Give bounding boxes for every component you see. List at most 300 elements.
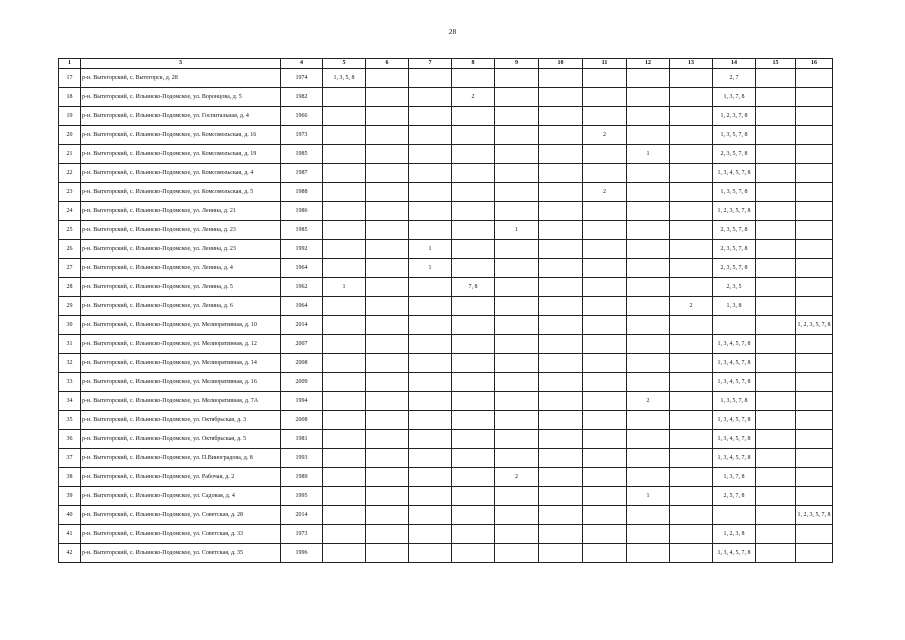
table-cell xyxy=(583,449,627,468)
row-number-cell: 20 xyxy=(59,126,81,145)
table-cell xyxy=(627,449,670,468)
table-cell: 2, 3, 5 xyxy=(713,278,756,297)
table-cell xyxy=(366,354,409,373)
table-cell xyxy=(323,373,366,392)
table-cell xyxy=(796,202,833,221)
table-cell xyxy=(495,373,539,392)
table-row xyxy=(59,164,833,183)
table-cell xyxy=(366,392,409,411)
table-cell xyxy=(583,430,627,449)
table-row xyxy=(59,468,833,487)
table-cell xyxy=(627,164,670,183)
table-cell xyxy=(452,183,495,202)
table-cell: 1, 3, 4, 5, 7, 8 xyxy=(713,373,756,392)
table-row xyxy=(59,487,833,506)
row-number-cell: 18 xyxy=(59,88,81,107)
table-cell xyxy=(756,354,796,373)
table-cell xyxy=(583,107,627,126)
address-cell: р-н. Вытегорский, с. Ильинско-Подомское, ул. Ленина, д. 6 xyxy=(81,297,281,316)
table-cell xyxy=(627,316,670,335)
table-cell xyxy=(713,506,756,525)
table-cell xyxy=(796,525,833,544)
table-cell xyxy=(583,392,627,411)
table-cell xyxy=(670,373,713,392)
table-cell xyxy=(756,392,796,411)
row-number-cell: 39 xyxy=(59,487,81,506)
table-cell xyxy=(409,297,452,316)
table-cell xyxy=(323,411,366,430)
table-cell xyxy=(323,506,366,525)
table-row xyxy=(59,126,833,145)
table-cell xyxy=(583,259,627,278)
table-cell xyxy=(670,88,713,107)
table-cell xyxy=(495,525,539,544)
table-cell: 1, 3, 4, 5, 7, 8 xyxy=(713,449,756,468)
table-cell xyxy=(670,449,713,468)
table-cell xyxy=(366,164,409,183)
row-number-cell: 25 xyxy=(59,221,81,240)
table-cell xyxy=(366,373,409,392)
table-row xyxy=(59,316,833,335)
col-header: 15 xyxy=(756,59,796,69)
address-cell: р-н. Вытегорский, с. Ильинско-Подомское, ул. Советская, д. 33 xyxy=(81,525,281,544)
table-cell xyxy=(539,145,583,164)
table-cell xyxy=(539,430,583,449)
table-cell xyxy=(323,126,366,145)
table-cell: 1993 xyxy=(281,449,323,468)
col-header: 3 xyxy=(81,59,281,69)
table-cell xyxy=(452,411,495,430)
table-cell xyxy=(323,164,366,183)
table-cell xyxy=(452,373,495,392)
table-cell xyxy=(583,468,627,487)
table-cell: 1, 3, 4, 5, 7, 8 xyxy=(713,411,756,430)
table-cell: 1985 xyxy=(281,145,323,164)
table-cell xyxy=(539,468,583,487)
table-cell: 1 xyxy=(627,487,670,506)
table-cell: 1, 3, 5, 7, 8 xyxy=(713,392,756,411)
table-cell xyxy=(452,392,495,411)
table-cell xyxy=(627,525,670,544)
table-row xyxy=(59,107,833,126)
table-cell: 2 xyxy=(583,126,627,145)
address-cell: р-н. Вытегорский, с. Ильинско-Подомское, ул. Ленина, д. 4 xyxy=(81,259,281,278)
address-cell: р-н. Вытегорский, с. Ильинско-Подомское, ул. Октябрьская, д. 5 xyxy=(81,430,281,449)
table-body xyxy=(59,69,833,563)
address-cell: р-н. Вытегорский, с. Ильинско-Подомское, ул. Ленина, д. 21 xyxy=(81,202,281,221)
address-cell: р-н. Вытегорский, с. Ильинско-Подомское, ул. Октябрьская, д. 3 xyxy=(81,411,281,430)
table-cell xyxy=(323,145,366,164)
table-cell: 1, 2, 3, 5, 7, 8 xyxy=(796,316,833,335)
table-cell xyxy=(756,411,796,430)
table-cell: 2, 3, 5, 7, 8 xyxy=(713,240,756,259)
table-cell: 1, 3, 5, 7, 8 xyxy=(713,126,756,145)
table-cell xyxy=(583,544,627,563)
table-cell xyxy=(583,487,627,506)
table-cell: 1988 xyxy=(281,183,323,202)
table-cell xyxy=(583,69,627,88)
table-cell xyxy=(627,544,670,563)
col-header: 8 xyxy=(452,59,495,69)
table-cell xyxy=(627,88,670,107)
table-cell xyxy=(366,316,409,335)
row-number-cell: 24 xyxy=(59,202,81,221)
table-cell xyxy=(796,468,833,487)
table-cell: 1, 2, 3, 5, 7, 8 xyxy=(713,202,756,221)
table-cell xyxy=(670,544,713,563)
row-number-cell: 41 xyxy=(59,525,81,544)
table-cell: 1, 2, 3, 8 xyxy=(713,525,756,544)
table-cell: 1989 xyxy=(281,468,323,487)
table-cell xyxy=(539,411,583,430)
table-cell: 2 xyxy=(583,183,627,202)
table-cell xyxy=(756,88,796,107)
table-row xyxy=(59,221,833,240)
table-cell: 2, 5, 7, 8 xyxy=(713,487,756,506)
table-cell: 2007 xyxy=(281,335,323,354)
table-cell xyxy=(323,487,366,506)
table-cell xyxy=(409,544,452,563)
table-cell xyxy=(366,69,409,88)
table-cell xyxy=(495,107,539,126)
table-cell xyxy=(366,107,409,126)
table-cell xyxy=(583,354,627,373)
table-cell xyxy=(713,316,756,335)
table-cell: 1 xyxy=(495,221,539,240)
col-header: 16 xyxy=(796,59,833,69)
table-cell xyxy=(366,259,409,278)
table-cell xyxy=(495,145,539,164)
table-cell: 1992 xyxy=(281,240,323,259)
address-cell: р-н. Вытегорский, с. Ильинско-Подомское, ул. Комсомольская, д. 16 xyxy=(81,126,281,145)
table-row xyxy=(59,145,833,164)
table-cell xyxy=(756,487,796,506)
table-cell xyxy=(323,430,366,449)
table-cell xyxy=(323,525,366,544)
table-row xyxy=(59,354,833,373)
table-cell xyxy=(583,525,627,544)
table-cell xyxy=(627,221,670,240)
table-cell xyxy=(323,221,366,240)
table-cell xyxy=(452,69,495,88)
table-cell xyxy=(670,221,713,240)
table-cell xyxy=(409,221,452,240)
table-cell xyxy=(495,69,539,88)
table-row xyxy=(59,202,833,221)
table-cell xyxy=(539,259,583,278)
table-cell xyxy=(409,202,452,221)
table-cell xyxy=(627,126,670,145)
table-cell: 2 xyxy=(627,392,670,411)
table-cell: 1973 xyxy=(281,126,323,145)
table-cell xyxy=(583,411,627,430)
table-cell: 2014 xyxy=(281,316,323,335)
table-cell xyxy=(323,354,366,373)
table-cell xyxy=(796,335,833,354)
table-cell xyxy=(583,506,627,525)
table-cell xyxy=(796,107,833,126)
table-cell xyxy=(796,392,833,411)
row-number-cell: 28 xyxy=(59,278,81,297)
row-number-cell: 40 xyxy=(59,506,81,525)
table-cell xyxy=(409,88,452,107)
table-cell: 1, 3, 4, 5, 7, 8 xyxy=(713,354,756,373)
table-cell xyxy=(796,240,833,259)
table-cell xyxy=(452,316,495,335)
table-cell xyxy=(627,468,670,487)
table-cell xyxy=(756,164,796,183)
table-cell xyxy=(495,183,539,202)
table-cell xyxy=(583,335,627,354)
address-cell: р-н. Вытегорский, с. Ильинско-Подомское, ул. Комсомольская, д. 5 xyxy=(81,183,281,202)
table-cell xyxy=(539,487,583,506)
table-cell xyxy=(583,164,627,183)
col-header: 13 xyxy=(670,59,713,69)
table-row xyxy=(59,411,833,430)
table-row xyxy=(59,69,833,88)
table-cell xyxy=(366,525,409,544)
table-cell xyxy=(627,183,670,202)
table-cell xyxy=(583,221,627,240)
table-cell: 2014 xyxy=(281,506,323,525)
table-row xyxy=(59,449,833,468)
row-number-cell: 42 xyxy=(59,544,81,563)
table-row xyxy=(59,525,833,544)
table-cell: 1, 3, 4, 5, 7, 8 xyxy=(713,164,756,183)
table-cell xyxy=(323,449,366,468)
table-cell: 1 xyxy=(409,240,452,259)
table-cell: 1, 2, 3, 5, 7, 8 xyxy=(796,506,833,525)
table-cell xyxy=(756,449,796,468)
table-cell xyxy=(452,544,495,563)
table-cell xyxy=(756,544,796,563)
table-cell xyxy=(409,126,452,145)
table-cell xyxy=(796,259,833,278)
table-cell xyxy=(452,506,495,525)
row-number-cell: 17 xyxy=(59,69,81,88)
table-cell xyxy=(583,145,627,164)
table-cell xyxy=(670,164,713,183)
table-cell xyxy=(539,354,583,373)
table-cell: 2, 3, 5, 7, 8 xyxy=(713,145,756,164)
table-cell xyxy=(627,69,670,88)
table-cell: 1 xyxy=(409,259,452,278)
table-cell xyxy=(670,430,713,449)
table-cell xyxy=(539,202,583,221)
table-cell xyxy=(796,297,833,316)
table-cell: 2 xyxy=(495,468,539,487)
table-cell xyxy=(796,430,833,449)
table-cell xyxy=(539,183,583,202)
table-cell xyxy=(670,468,713,487)
table-cell xyxy=(409,373,452,392)
table-cell xyxy=(495,430,539,449)
table-cell xyxy=(366,449,409,468)
table-cell xyxy=(627,373,670,392)
table-cell xyxy=(670,278,713,297)
table-cell xyxy=(627,278,670,297)
table-cell xyxy=(539,278,583,297)
table-cell: 1995 xyxy=(281,487,323,506)
row-number-cell: 35 xyxy=(59,411,81,430)
table-cell xyxy=(452,297,495,316)
address-cell: р-н. Вытегорский, с. Ильинско-Подомское, ул. Советская, д. 28 xyxy=(81,506,281,525)
address-cell: р-н. Вытегорский, с. Вытегорск, д. 28 xyxy=(81,69,281,88)
row-number-cell: 27 xyxy=(59,259,81,278)
table-cell xyxy=(756,373,796,392)
table-cell xyxy=(796,69,833,88)
row-number-cell: 33 xyxy=(59,373,81,392)
table-cell xyxy=(756,297,796,316)
table-cell: 1, 3, 4, 5, 7, 8 xyxy=(713,430,756,449)
table-cell xyxy=(409,107,452,126)
table-cell: 2 xyxy=(670,297,713,316)
table-cell xyxy=(495,316,539,335)
row-number-cell: 19 xyxy=(59,107,81,126)
table-cell: 1, 3, 4, 5, 7, 8 xyxy=(713,544,756,563)
table-cell xyxy=(495,297,539,316)
table-cell xyxy=(366,430,409,449)
table-cell xyxy=(539,449,583,468)
table-cell xyxy=(409,145,452,164)
table-cell xyxy=(409,449,452,468)
row-number-cell: 26 xyxy=(59,240,81,259)
table-cell xyxy=(495,126,539,145)
table-cell xyxy=(796,373,833,392)
table-cell xyxy=(670,411,713,430)
table-cell xyxy=(452,525,495,544)
table-row xyxy=(59,259,833,278)
table-cell xyxy=(366,506,409,525)
table-cell xyxy=(756,183,796,202)
address-cell: р-н. Вытегорский, с. Ильинско-Подомское, ул. Ленина, д. 5 xyxy=(81,278,281,297)
table-cell xyxy=(409,278,452,297)
table-cell xyxy=(495,335,539,354)
table-cell xyxy=(366,240,409,259)
table-cell xyxy=(323,297,366,316)
table-cell xyxy=(409,69,452,88)
table-cell xyxy=(323,259,366,278)
address-cell: р-н. Вытегорский, с. Ильинско-Подомское, ул. Ленина, д. 23 xyxy=(81,221,281,240)
address-cell: р-н. Вытегорский, с. Ильинско-Подомское, ул. Комсомольская, д. 4 xyxy=(81,164,281,183)
table-cell xyxy=(452,221,495,240)
table-row xyxy=(59,392,833,411)
address-cell: р-н. Вытегорский, с. Ильинско-Подомское, ул. Мелиоративная, д. 7А xyxy=(81,392,281,411)
table-cell xyxy=(627,240,670,259)
table-cell xyxy=(409,335,452,354)
row-number-cell: 38 xyxy=(59,468,81,487)
page-number: 28 xyxy=(448,27,457,36)
table-cell xyxy=(539,544,583,563)
table-cell xyxy=(539,297,583,316)
table-cell xyxy=(539,335,583,354)
table-cell: 1966 xyxy=(281,107,323,126)
table-cell xyxy=(756,259,796,278)
table-cell xyxy=(323,316,366,335)
table-cell xyxy=(323,335,366,354)
table-cell xyxy=(409,468,452,487)
table-cell: 2008 xyxy=(281,354,323,373)
col-header: 10 xyxy=(539,59,583,69)
table-cell: 2009 xyxy=(281,373,323,392)
table-cell: 2008 xyxy=(281,411,323,430)
col-header: 6 xyxy=(366,59,409,69)
table-cell xyxy=(796,164,833,183)
table-cell xyxy=(796,487,833,506)
table-cell xyxy=(627,107,670,126)
table-cell xyxy=(366,468,409,487)
table-cell: 1964 xyxy=(281,259,323,278)
table-cell xyxy=(670,525,713,544)
table-cell xyxy=(452,335,495,354)
table-cell: 1981 xyxy=(281,430,323,449)
table-cell xyxy=(495,487,539,506)
table-cell xyxy=(670,259,713,278)
address-cell: р-н. Вытегорский, с. Ильинско-Подомское, ул. Госпитальная, д. 4 xyxy=(81,107,281,126)
table-cell xyxy=(627,506,670,525)
row-number-cell: 37 xyxy=(59,449,81,468)
table-cell xyxy=(796,278,833,297)
table-cell xyxy=(452,145,495,164)
address-cell: р-н. Вытегорский, с. Ильинско-Подомское, ул. П.Виноградова, д. 8 xyxy=(81,449,281,468)
table-cell xyxy=(452,449,495,468)
table-cell xyxy=(323,183,366,202)
table-cell xyxy=(366,487,409,506)
table-cell xyxy=(670,126,713,145)
table-row xyxy=(59,88,833,107)
table-cell: 1 xyxy=(323,278,366,297)
table-cell xyxy=(539,126,583,145)
table-cell xyxy=(495,88,539,107)
table-cell xyxy=(583,316,627,335)
address-cell: р-н. Вытегорский, с. Ильинско-Подомское, ул. Садовая, д. 4 xyxy=(81,487,281,506)
table-cell xyxy=(539,525,583,544)
table-cell xyxy=(452,164,495,183)
col-header: 5 xyxy=(323,59,366,69)
table-cell xyxy=(452,240,495,259)
table-cell xyxy=(452,202,495,221)
col-header: 1 xyxy=(59,59,81,69)
table-cell xyxy=(670,240,713,259)
table-cell xyxy=(539,69,583,88)
table-cell: 1982 xyxy=(281,88,323,107)
col-header: 12 xyxy=(627,59,670,69)
table-cell xyxy=(627,259,670,278)
address-cell: р-н. Вытегорский, с. Ильинско-Подомское, ул. Воронцова, д. 5 xyxy=(81,88,281,107)
table-cell xyxy=(495,449,539,468)
table-cell xyxy=(796,183,833,202)
table-cell: 1964 xyxy=(281,297,323,316)
table-row xyxy=(59,506,833,525)
table-cell xyxy=(366,126,409,145)
col-header: 11 xyxy=(583,59,627,69)
table-cell xyxy=(495,506,539,525)
address-cell: р-н. Вытегорский, с. Ильинско-Подомское, ул. Рабочая, д. 2 xyxy=(81,468,281,487)
table-cell xyxy=(670,145,713,164)
table-cell xyxy=(366,145,409,164)
col-header: 9 xyxy=(495,59,539,69)
table-row xyxy=(59,278,833,297)
table-cell xyxy=(452,126,495,145)
table-cell xyxy=(670,183,713,202)
table-cell: 1, 3, 5, 8 xyxy=(323,69,366,88)
row-number-cell: 32 xyxy=(59,354,81,373)
table-cell: 1996 xyxy=(281,544,323,563)
table-cell: 1, 3, 8 xyxy=(713,297,756,316)
table-row xyxy=(59,335,833,354)
table-cell xyxy=(409,525,452,544)
table-cell xyxy=(583,278,627,297)
